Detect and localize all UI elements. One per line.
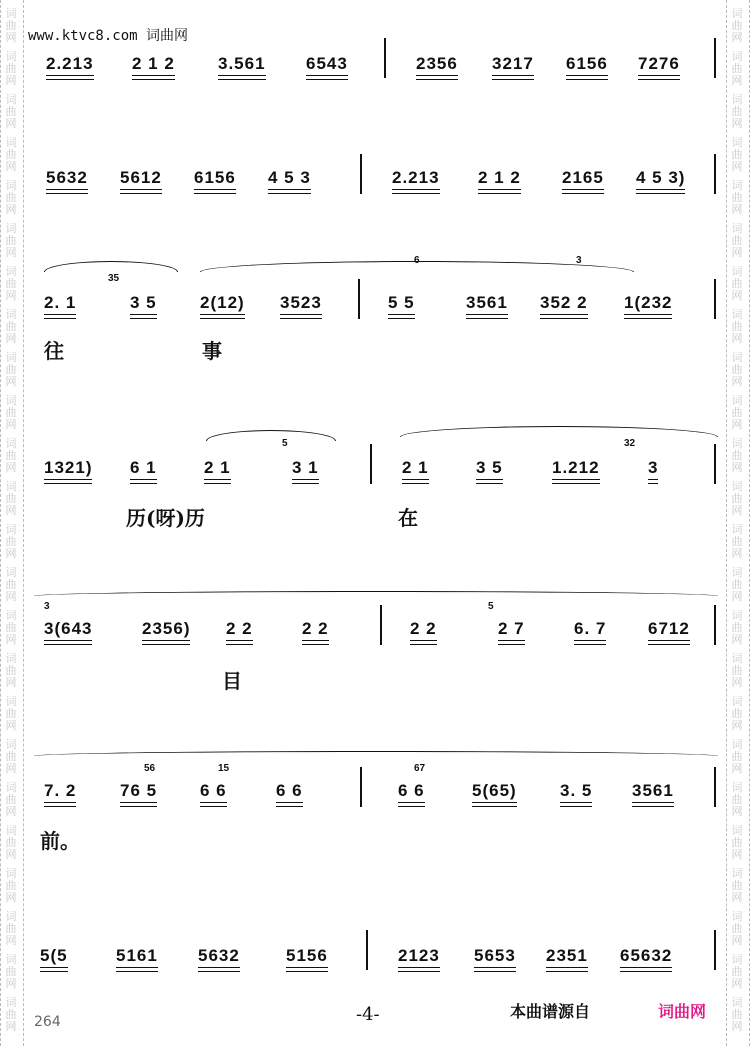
note-group: 76 5 (120, 781, 157, 807)
note-group: 1(232 (624, 293, 672, 319)
barline (384, 38, 386, 78)
beat-underline (388, 314, 415, 319)
score-row-1 (0, 40, 750, 160)
watermark-char: 词 曲 网 (5, 867, 17, 904)
grace-note: 32 (624, 438, 636, 449)
grace-note: 35 (108, 273, 120, 284)
beat-underline (416, 75, 458, 80)
lyric: 目 (222, 669, 242, 693)
note-group: 4 5 3 (268, 168, 311, 194)
beat-underline (410, 640, 437, 645)
note-group: 6712 (648, 619, 690, 645)
beat-underline (566, 75, 608, 80)
beat-underline (218, 75, 266, 80)
note-group: 2 1 (204, 458, 231, 484)
beat-underline (40, 967, 68, 972)
grace-note: 5 (488, 601, 494, 612)
beat-underline (552, 479, 600, 484)
note-group: 7276 (638, 54, 680, 80)
note-group: 2 1 2 (132, 54, 175, 80)
watermark-char: 词 曲 网 (5, 953, 17, 990)
beat-underline (46, 189, 88, 194)
grace-note: 56 (144, 763, 156, 774)
note-group: 3217 (492, 54, 534, 80)
beat-underline (120, 189, 162, 194)
source-text: 本曲谱源自 (510, 1002, 591, 1021)
beat-underline (398, 802, 425, 807)
watermark-char: 词 曲 网 (5, 179, 17, 216)
note-group: 5156 (286, 946, 328, 972)
beat-underline (648, 479, 658, 484)
grace-note: 15 (218, 763, 230, 774)
beat-underline (624, 314, 672, 319)
watermark-char: 词 曲 网 (5, 996, 17, 1033)
note-group: 5632 (46, 168, 88, 194)
watermark-char: 词 曲 网 (731, 824, 743, 861)
barline (714, 279, 716, 319)
note-group: 2 1 2 (478, 168, 521, 194)
note-group: 6 6 (200, 781, 227, 807)
note-group: 2.213 (392, 168, 440, 194)
beat-underline (638, 75, 680, 80)
note-group: 3 (648, 458, 658, 484)
note-group: 3 5 (476, 458, 503, 484)
site-url: www.ktvc8.com 词曲网 (28, 28, 189, 44)
beat-underline (620, 967, 672, 972)
lyric: 前。 (40, 829, 80, 853)
watermark-char: 词 曲 网 (731, 394, 743, 431)
beat-underline (132, 75, 175, 80)
lyric: 事 (202, 339, 222, 363)
watermark-char: 词 曲 网 (731, 910, 743, 947)
note-group: 2 7 (498, 619, 525, 645)
watermark-char: 词 曲 网 (5, 695, 17, 732)
beat-underline (402, 479, 429, 484)
note-group: 6543 (306, 54, 348, 80)
barline (714, 38, 716, 78)
barline (366, 930, 368, 970)
note-group: 3 1 (292, 458, 319, 484)
watermark-char: 词 曲 网 (731, 996, 743, 1033)
watermark-char: 词 曲 网 (731, 7, 743, 44)
watermark-char: 词 曲 网 (5, 480, 17, 517)
beat-underline (474, 967, 516, 972)
watermark-char: 词 曲 网 (5, 566, 17, 603)
grace-note: 67 (414, 763, 426, 774)
note-group: 6. 7 (574, 619, 606, 645)
note-group: 3. 5 (560, 781, 592, 807)
note-group: 3.561 (218, 54, 266, 80)
beat-underline (200, 314, 245, 319)
beat-underline (476, 479, 503, 484)
note-group: 3561 (466, 293, 508, 319)
watermark-char: 词 曲 网 (5, 7, 17, 44)
barline (370, 444, 372, 484)
beat-underline (466, 314, 508, 319)
beat-underline (546, 967, 588, 972)
score-row-5 (0, 585, 750, 705)
note-group: 65632 (620, 946, 672, 972)
beat-underline (562, 189, 604, 194)
lyric: 历(呀)历 (126, 506, 205, 530)
beat-underline (46, 75, 94, 80)
watermark-char: 词 曲 网 (5, 351, 17, 388)
beat-underline (44, 640, 92, 645)
note-group: 3 5 (130, 293, 157, 319)
watermark-char: 词 曲 网 (5, 781, 17, 818)
note-group: 6156 (194, 168, 236, 194)
barline (360, 154, 362, 194)
page-number: -4- (356, 1004, 380, 1025)
note-group: 2.213 (46, 54, 94, 80)
beat-underline (120, 802, 157, 807)
watermark-char: 词 曲 网 (731, 222, 743, 259)
beat-underline (200, 802, 227, 807)
beat-underline (276, 802, 303, 807)
beat-underline (130, 479, 157, 484)
note-group: 7. 2 (44, 781, 76, 807)
watermark-char: 词 曲 网 (5, 824, 17, 861)
watermark-char: 词 曲 网 (5, 308, 17, 345)
watermark-char: 词 曲 网 (731, 480, 743, 517)
watermark-char: 词 曲 网 (731, 523, 743, 560)
score-row-2 (0, 150, 750, 270)
watermark-char: 词 曲 网 (731, 781, 743, 818)
score-row-4 (0, 420, 750, 540)
grace-note: 3 (576, 255, 582, 266)
watermark-char: 词 曲 网 (731, 867, 743, 904)
note-group: 2351 (546, 946, 588, 972)
beat-underline (194, 189, 236, 194)
beat-underline (44, 479, 92, 484)
beat-underline (398, 967, 440, 972)
beat-underline (302, 640, 329, 645)
note-group: 3523 (280, 293, 322, 319)
watermark-char: 词 曲 网 (5, 265, 17, 302)
watermark-char: 词 曲 网 (5, 523, 17, 560)
watermark-char: 词 曲 网 (5, 609, 17, 646)
beat-underline (142, 640, 190, 645)
note-group: 5(65) (472, 781, 517, 807)
note-group: 6 6 (276, 781, 303, 807)
beat-underline (636, 189, 685, 194)
barline (714, 767, 716, 807)
beat-underline (204, 479, 231, 484)
beat-underline (632, 802, 674, 807)
watermark-char: 词 曲 网 (5, 136, 17, 173)
beat-underline (116, 967, 158, 972)
beat-underline (226, 640, 253, 645)
beat-underline (560, 802, 592, 807)
note-group: 5(5 (40, 946, 68, 972)
note-group: 4 5 3) (636, 168, 685, 194)
note-group: 5 5 (388, 293, 415, 319)
lyric: 往 (44, 339, 64, 363)
note-group: 2165 (562, 168, 604, 194)
beat-underline (280, 314, 322, 319)
watermark-char: 词 曲 网 (5, 222, 17, 259)
beat-underline (44, 802, 76, 807)
watermark-char: 词 曲 网 (731, 265, 743, 302)
note-group: 2(12) (200, 293, 245, 319)
watermark-char: 词 曲 网 (731, 738, 743, 775)
beat-underline (540, 314, 588, 319)
note-group: 2 2 (410, 619, 437, 645)
beat-underline (472, 802, 517, 807)
note-group: 6 1 (130, 458, 157, 484)
watermark-char: 词 曲 网 (5, 93, 17, 130)
note-group: 5653 (474, 946, 516, 972)
note-group: 3(643 (44, 619, 92, 645)
watermark-char: 词 曲 网 (5, 738, 17, 775)
lyric: 在 (398, 506, 418, 530)
beat-underline (292, 479, 319, 484)
watermark-char: 词 曲 网 (5, 910, 17, 947)
watermark-char: 词 曲 网 (5, 50, 17, 87)
note-group: 2 2 (302, 619, 329, 645)
watermark-char: 词 曲 网 (731, 609, 743, 646)
beat-underline (130, 314, 157, 319)
grace-note: 3 (44, 601, 50, 612)
barline (714, 154, 716, 194)
page-fragment: 264 (34, 1014, 61, 1030)
slur (34, 751, 718, 756)
slur (206, 430, 336, 441)
watermark-char: 词 曲 网 (731, 50, 743, 87)
score-row-6 (0, 745, 750, 865)
watermark-char: 词 曲 网 (5, 652, 17, 689)
brand-link[interactable]: 词曲网 (658, 1002, 707, 1021)
score-row-3 (0, 255, 750, 375)
note-group: 1321) (44, 458, 92, 484)
watermark-char: 词 曲 网 (731, 437, 743, 474)
beat-underline (44, 314, 76, 319)
beat-underline (492, 75, 534, 80)
beat-underline (286, 967, 328, 972)
beat-underline (574, 640, 606, 645)
barline (714, 605, 716, 645)
slur (44, 261, 178, 272)
beat-underline (478, 189, 521, 194)
beat-underline (306, 75, 348, 80)
note-group: 1.212 (552, 458, 600, 484)
watermark-char: 词 曲 网 (731, 953, 743, 990)
barline (714, 444, 716, 484)
barline (714, 930, 716, 970)
beat-underline (268, 189, 311, 194)
note-group: 5632 (198, 946, 240, 972)
watermark-char: 词 曲 网 (731, 179, 743, 216)
grace-note: 5 (282, 438, 288, 449)
watermark-char: 词 曲 网 (731, 93, 743, 130)
barline (358, 279, 360, 319)
slur (34, 591, 718, 596)
watermark-char: 词 曲 网 (731, 351, 743, 388)
watermark-char: 词 曲 网 (5, 394, 17, 431)
beat-underline (392, 189, 440, 194)
note-group: 2356 (416, 54, 458, 80)
watermark-char: 词 曲 网 (731, 695, 743, 732)
note-group: 6156 (566, 54, 608, 80)
note-group: 2356) (142, 619, 190, 645)
note-group: 3561 (632, 781, 674, 807)
note-group: 5612 (120, 168, 162, 194)
note-group: 2 1 (402, 458, 429, 484)
note-group: 5161 (116, 946, 158, 972)
beat-underline (198, 967, 240, 972)
watermark-char: 词 曲 网 (731, 136, 743, 173)
barline (360, 767, 362, 807)
beat-underline (498, 640, 525, 645)
watermark-char: 词 曲 网 (731, 308, 743, 345)
beat-underline (648, 640, 690, 645)
note-group: 6 6 (398, 781, 425, 807)
note-group: 2 2 (226, 619, 253, 645)
note-group: 352 2 (540, 293, 588, 319)
barline (380, 605, 382, 645)
watermark-char: 词 曲 网 (731, 566, 743, 603)
slur (400, 426, 718, 437)
grace-note: 6 (414, 255, 420, 266)
note-group: 2. 1 (44, 293, 76, 319)
watermark-char: 词 曲 网 (5, 437, 17, 474)
watermark-char: 词 曲 网 (731, 652, 743, 689)
note-group: 2123 (398, 946, 440, 972)
